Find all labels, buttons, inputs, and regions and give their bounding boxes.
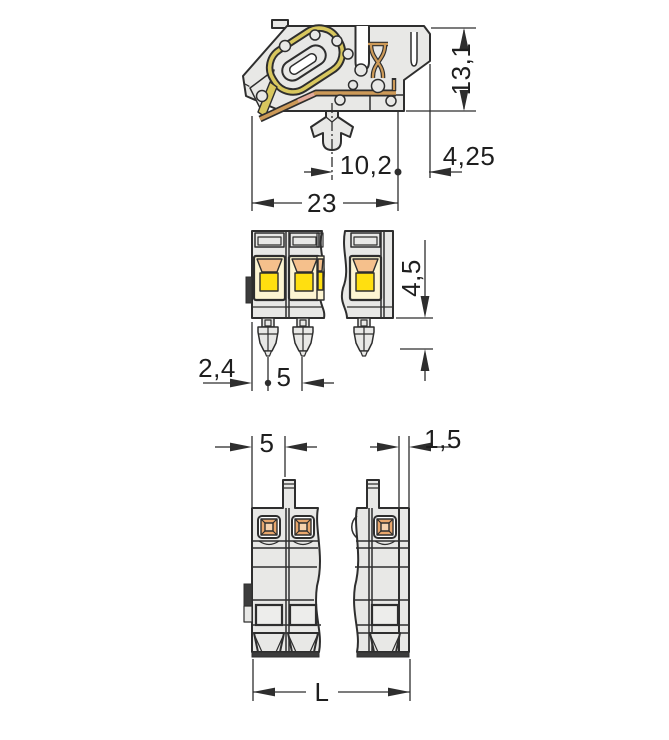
hole (343, 49, 353, 59)
base-bar (252, 652, 319, 657)
arrowhead-left-icon (253, 688, 275, 697)
side-latch (246, 277, 252, 303)
arrowhead-left-icon (285, 443, 307, 452)
arrowhead-down-icon (421, 296, 430, 318)
window-opening (260, 273, 278, 291)
dimension-plan-pole-pitch (215, 428, 317, 507)
window-opening (295, 273, 313, 291)
dimension-front-pin-pitch (265, 357, 334, 392)
arrowhead-left-icon (252, 199, 274, 208)
hole (335, 95, 345, 105)
side-latch-lower (244, 606, 252, 622)
hole (349, 81, 358, 90)
pin (293, 318, 313, 356)
dim-label-side-right-offset: 4,25 (442, 141, 496, 171)
hole (372, 80, 385, 93)
lower-windows (256, 605, 398, 625)
side-latch-plan (244, 584, 252, 606)
foot (254, 633, 284, 652)
dimension-front-pin-length (396, 240, 433, 381)
strain-feet (252, 633, 409, 657)
arrowhead-left-icon (302, 379, 324, 388)
hole (355, 64, 367, 76)
base-bar (357, 652, 409, 657)
solder-pins (258, 318, 374, 356)
side-slot (411, 32, 417, 66)
plan-body-right (354, 480, 409, 652)
hole (257, 91, 268, 102)
dimension-front-edge-to-pin (198, 322, 252, 391)
dim-label-side-height: 13,1 (446, 42, 476, 96)
side-view (243, 20, 495, 218)
foot (370, 633, 400, 652)
front-view (198, 231, 433, 392)
arrowhead-right-icon (377, 443, 399, 452)
dim-label-front-edge-to-pin: 2,4 (198, 353, 236, 383)
window-opening (356, 273, 374, 291)
window (290, 605, 316, 625)
arrowhead-right-icon (376, 199, 398, 208)
window-funnel (353, 259, 378, 272)
window-sliver-opening (318, 272, 323, 290)
window (256, 605, 282, 625)
arrowhead-right-icon (311, 168, 333, 177)
plan-view (215, 424, 462, 707)
hole (332, 36, 342, 46)
dim-label-side-depth: 23 (307, 188, 337, 218)
window-sliver-funnel (318, 259, 323, 271)
hole (386, 96, 396, 106)
dim-label-front-pin-length: 4,5 (396, 259, 426, 297)
dim-label-plan-pole-pitch: 5 (259, 428, 275, 458)
pin (258, 318, 278, 356)
foot (288, 633, 318, 652)
window-funnel (257, 259, 282, 272)
dimension-plan-end-wall (370, 424, 462, 507)
window-funnel (292, 259, 317, 272)
reference-dot (265, 380, 271, 386)
dim-label-side-foot-to-edge: 10,2 (339, 150, 393, 180)
pin (354, 318, 374, 356)
dim-label-plan-end-wall: 1,5 (424, 424, 462, 454)
contact-windows (254, 256, 381, 300)
dimension-plan-total-length (253, 659, 410, 707)
arrowhead-up-icon (421, 349, 430, 371)
hole (310, 30, 320, 40)
dim-label-plan-total-length: L (314, 677, 330, 707)
hole (280, 41, 291, 52)
dim-label-front-pin-pitch: 5 (276, 362, 292, 392)
window (372, 605, 398, 625)
arrowhead-right-icon (230, 443, 252, 452)
arrowhead-right-icon (388, 688, 410, 697)
